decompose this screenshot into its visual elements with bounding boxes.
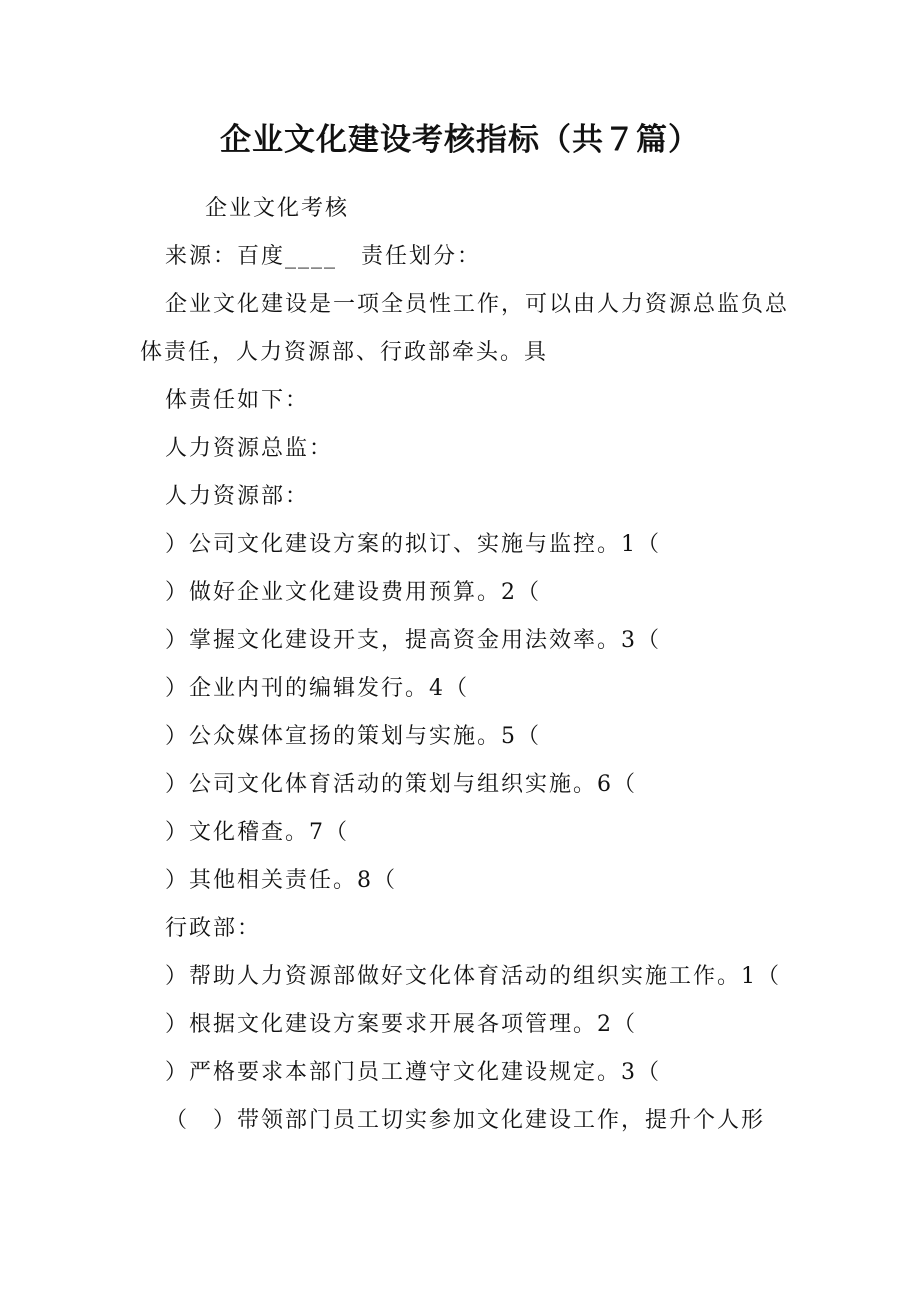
source-line: 来源：百度____ 责任划分： <box>165 244 482 269</box>
list-item: ）企业内刊的编辑发行。4（ <box>165 676 469 701</box>
list-item: ）其他相关责任。8（ <box>165 868 397 893</box>
list-item: ）公司文化建设方案的拟订、实施与监控。1（ <box>165 532 661 557</box>
list-item: ）帮助人力资源部做好文化体育活动的组织实施工作。1（ <box>165 964 781 989</box>
document-body <box>140 185 790 1145</box>
list-item: （ ）带领部门员工切实参加文化建设工作，提升个人形 <box>165 1108 766 1133</box>
list-item: ）根据文化建设方案要求开展各项管理。2（ <box>165 1012 637 1037</box>
paragraph-line: 企业文化建设是一项全员性工作，可以由人力资源总监负总体责任，人力资源部、行政部牵头。具 <box>140 292 790 365</box>
section-heading: 行政部： <box>165 916 262 941</box>
subtitle-line: 企业文化考核 <box>205 196 350 221</box>
list-item: ）掌握文化建设开支，提高资金用法效率。3（ <box>165 628 661 653</box>
section-heading: 人力资源总监： <box>165 436 334 461</box>
document-title: 企业文化建设考核指标（共７篇） <box>220 122 700 158</box>
list-item: ）做好企业文化建设费用预算。2（ <box>165 580 541 605</box>
paragraph-line: 体责任如下： <box>165 388 310 413</box>
list-item: ）严格要求本部门员工遵守文化建设规定。3（ <box>165 1060 661 1085</box>
section-heading: 人力资源部： <box>165 484 310 509</box>
list-item: ）公众媒体宣扬的策划与实施。5（ <box>165 724 541 749</box>
list-item: ）公司文化体育活动的策划与组织实施。6（ <box>165 772 637 797</box>
list-item: ）文化稽查。7（ <box>165 820 349 845</box>
